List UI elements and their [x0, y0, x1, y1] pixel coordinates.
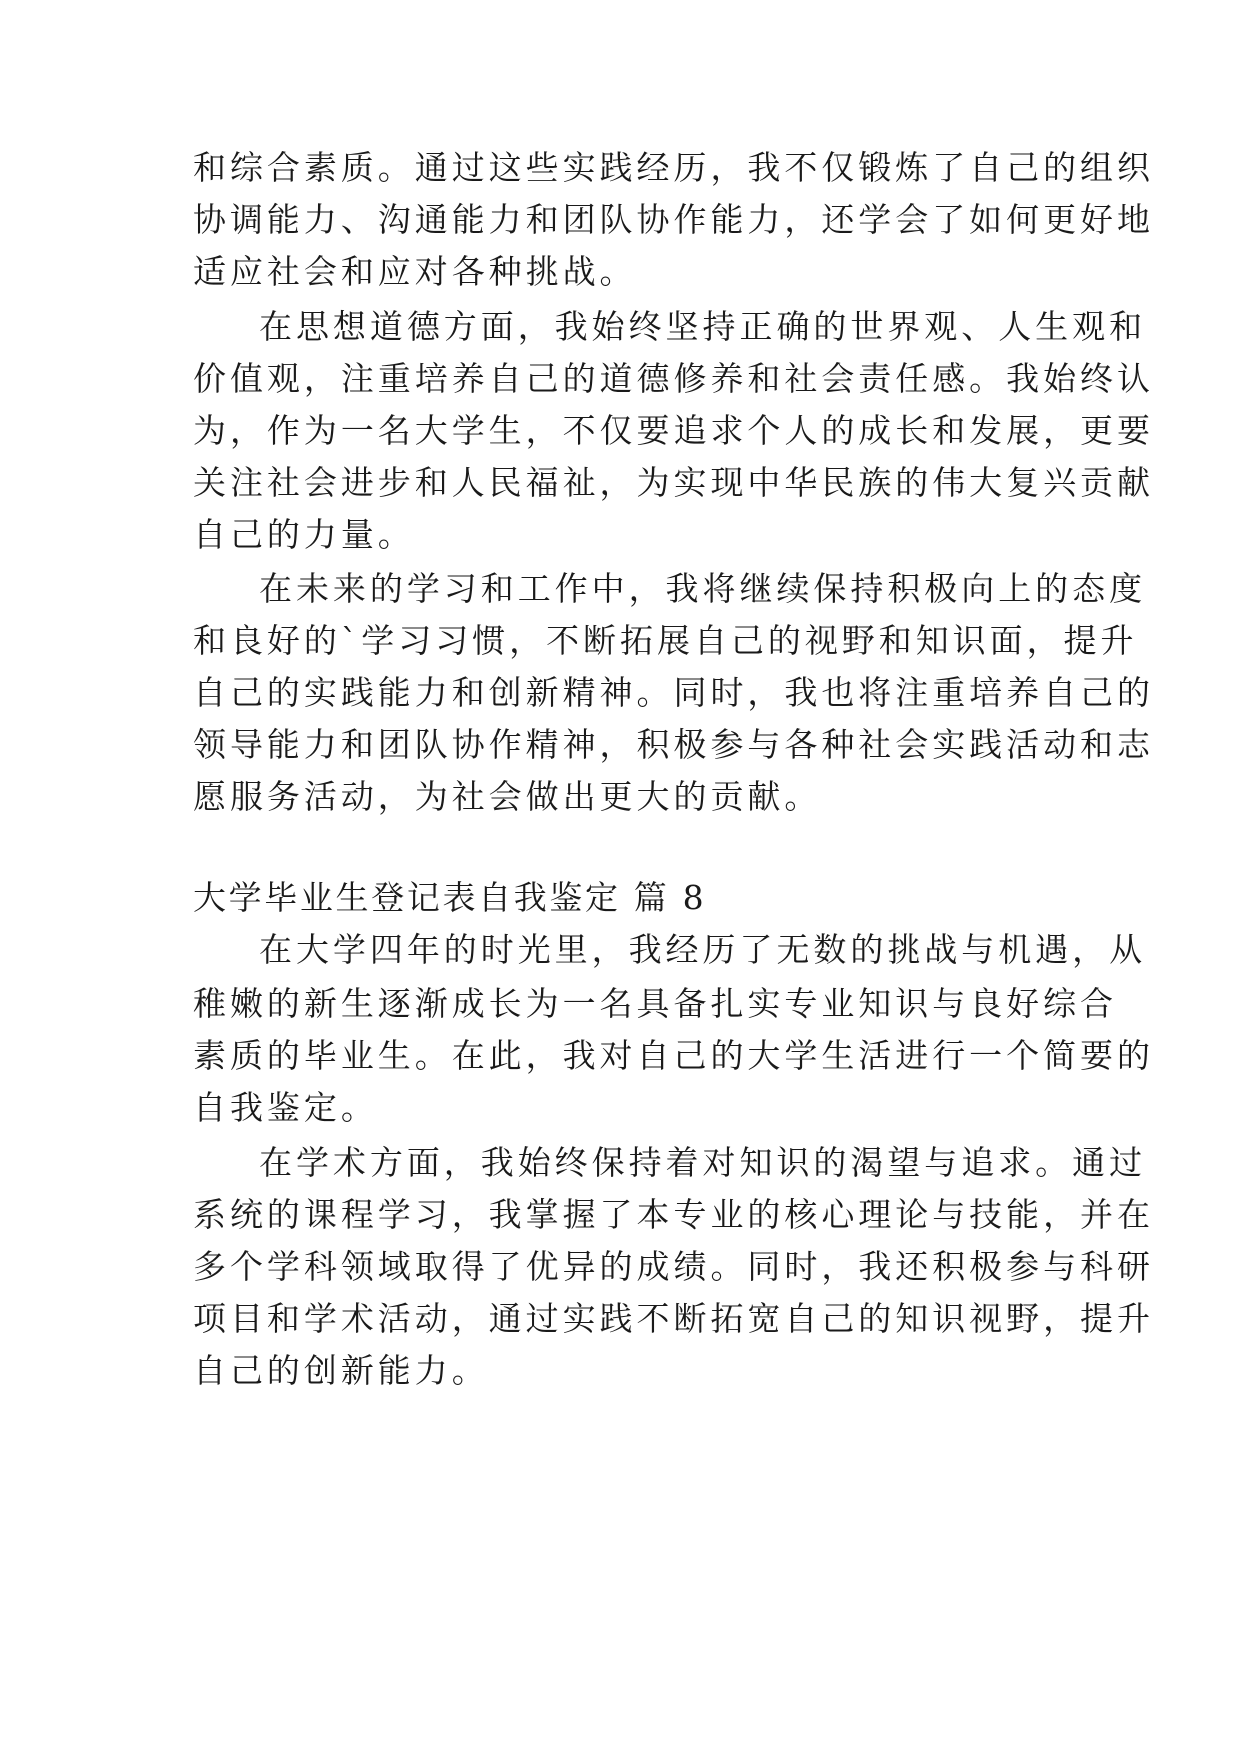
- academic-line-2: 系统的课程学习，我掌握了本专业的核心理论与技能，并在: [193, 1195, 1154, 1234]
- intro-line-1: 在大学四年的时光里，我经历了无数的挑战与机遇，从: [259, 930, 1147, 969]
- continuation-line-1: 和综合素质。通过这些实践经历，我不仅锻炼了自己的组织: [193, 148, 1154, 187]
- moral-line-5: 自己的力量。: [193, 515, 415, 554]
- section-heading: 大学毕业生登记表自我鉴定 篇 8: [193, 878, 707, 917]
- moral-line-1: 在思想道德方面，我始终坚持正确的世界观、人生观和: [259, 307, 1147, 346]
- continuation-line-3: 适应社会和应对各种挑战。: [193, 252, 637, 291]
- moral-line-3: 为，作为一名大学生，不仅要追求个人的成长和发展，更要: [193, 411, 1154, 450]
- academic-line-5: 自己的创新能力。: [193, 1351, 489, 1390]
- future-line-5: 愿服务活动，为社会做出更大的贡献。: [193, 777, 822, 816]
- future-line-1: 在未来的学习和工作中，我将继续保持积极向上的态度: [259, 569, 1147, 608]
- academic-line-1: 在学术方面，我始终保持着对知识的渴望与追求。通过: [259, 1143, 1147, 1182]
- future-line-2: 和良好的`学习习惯，不断拓展自己的视野和知识面，提升: [193, 621, 1138, 660]
- intro-line-2: 稚嫩的新生逐渐成长为一名具备扎实专业知识与良好综合: [193, 984, 1117, 1023]
- academic-line-4: 项目和学术活动，通过实践不断拓宽自己的知识视野，提升: [193, 1299, 1154, 1338]
- future-line-4: 领导能力和团队协作精神，积极参与各种社会实践活动和志: [193, 725, 1154, 764]
- moral-line-4: 关注社会进步和人民福祉，为实现中华民族的伟大复兴贡献: [193, 463, 1154, 502]
- moral-line-2: 价值观，注重培养自己的道德修养和社会责任感。我始终认: [193, 359, 1154, 398]
- intro-line-3: 素质的毕业生。在此，我对自己的大学生活进行一个简要的: [193, 1036, 1154, 1075]
- future-line-3: 自己的实践能力和创新精神。同时，我也将注重培养自己的: [193, 673, 1154, 712]
- continuation-line-2: 协调能力、沟通能力和团队协作能力，还学会了如何更好地: [193, 200, 1154, 239]
- academic-line-3: 多个学科领域取得了优异的成绩。同时，我还积极参与科研: [193, 1247, 1154, 1286]
- intro-line-4: 自我鉴定。: [193, 1088, 378, 1127]
